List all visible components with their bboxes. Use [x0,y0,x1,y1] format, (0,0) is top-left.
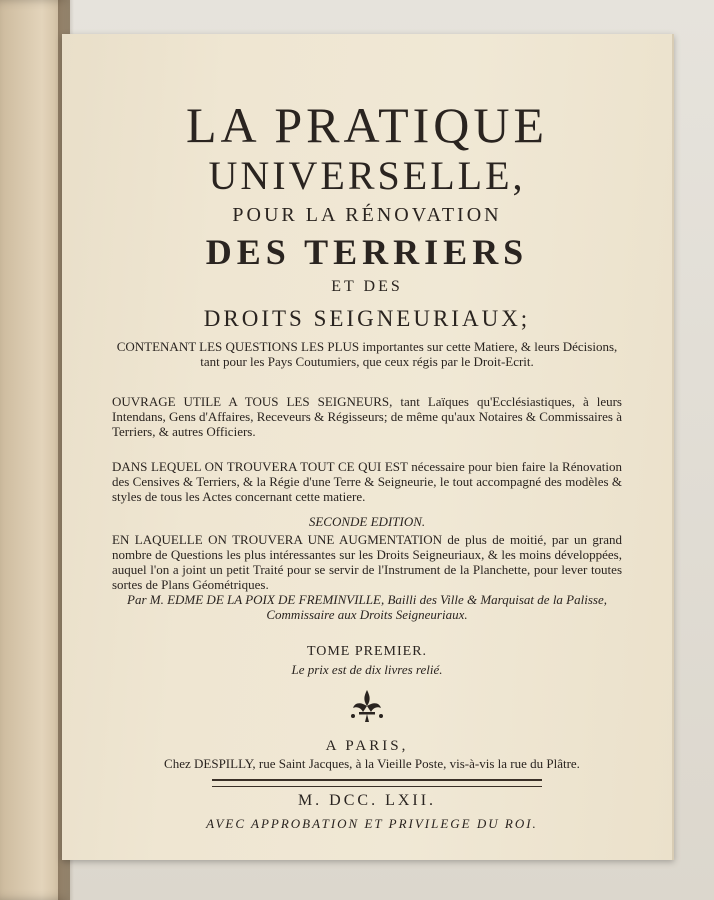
fleur-de-lis-ornament-icon [347,688,387,724]
title-line-4: DES TERRIERS [205,232,529,272]
printer-line: Chez DESPILLY, rue Saint Jacques, à la Vieille Poste, vis-à-vis la rue du Plâtre. [164,756,580,771]
privilege-line: AVEC APPROBATION ET PRIVILEGE DU ROI. [206,816,538,831]
year-line: M. DCC. LXII. [297,792,437,809]
place-line: A PARIS, [325,738,409,754]
title-line-6: DROITS SEIGNEURIAUX; [203,306,531,331]
double-rule-divider [212,779,542,787]
ouvrage-paragraph: OUVRAGE UTILE A TOUS LES SEIGNEURS, tant Laïques qu'Ecclésiastiques, à leurs Intendans, Gens d'Affaires, Receveurs & Régisseurs; de même qu'aux Notaires & Commissaires à Terriers, & autres Officiers. [112,394,622,439]
tome-line: TOME PREMIER. [306,644,428,659]
dans-lequel-paragraph: DANS LEQUEL ON TROUVERA TOUT CE QUI EST nécessaire pour bien faire la Rénovation des Censives & Terriers, & la Régie d'une Terre & Seigneurie, le tout accompagné des modèles & styles de tous les Actes concernant cette matiere. [112,459,622,504]
price-line: Le prix est de dix livres relié. [291,662,443,677]
title-line-5: ET DES [331,278,403,295]
augmentation-paragraph: EN LAQUELLE ON TROUVERA UNE AUGMENTATION de plus de moitié, par un grand nombre de Questions les plus intéressantes sur les Droits Seigneuriaux, & les moins développées, auquel l'on a joint un petit Traité pour se servir de l'Instrument de la Planchette, pour lever toutes sortes de Plans Géométriques. [112,532,622,592]
contenant-paragraph: CONTENANT LES QUESTIONS LES PLUS importantes sur cette Matiere, & leurs Décisions, tant pour les Pays Coutumiers, que ceux régis par le Droit-Ecrit. [116,339,618,369]
edition-line: SECONDE EDITION. [308,514,426,529]
title-line-1: LA PRATIQUE [185,97,549,153]
title-line-3: POUR LA RÉNOVATION [232,204,502,226]
author-paragraph: Par M. EDME DE LA POIX DE FREMINVILLE, Bailli des Ville & Marquisat de la Palisse, Commissaire aux Droits Seigneuriaux. [127,592,607,622]
title-line-2: UNIVERSELLE, [208,153,526,198]
title-page [62,34,674,860]
